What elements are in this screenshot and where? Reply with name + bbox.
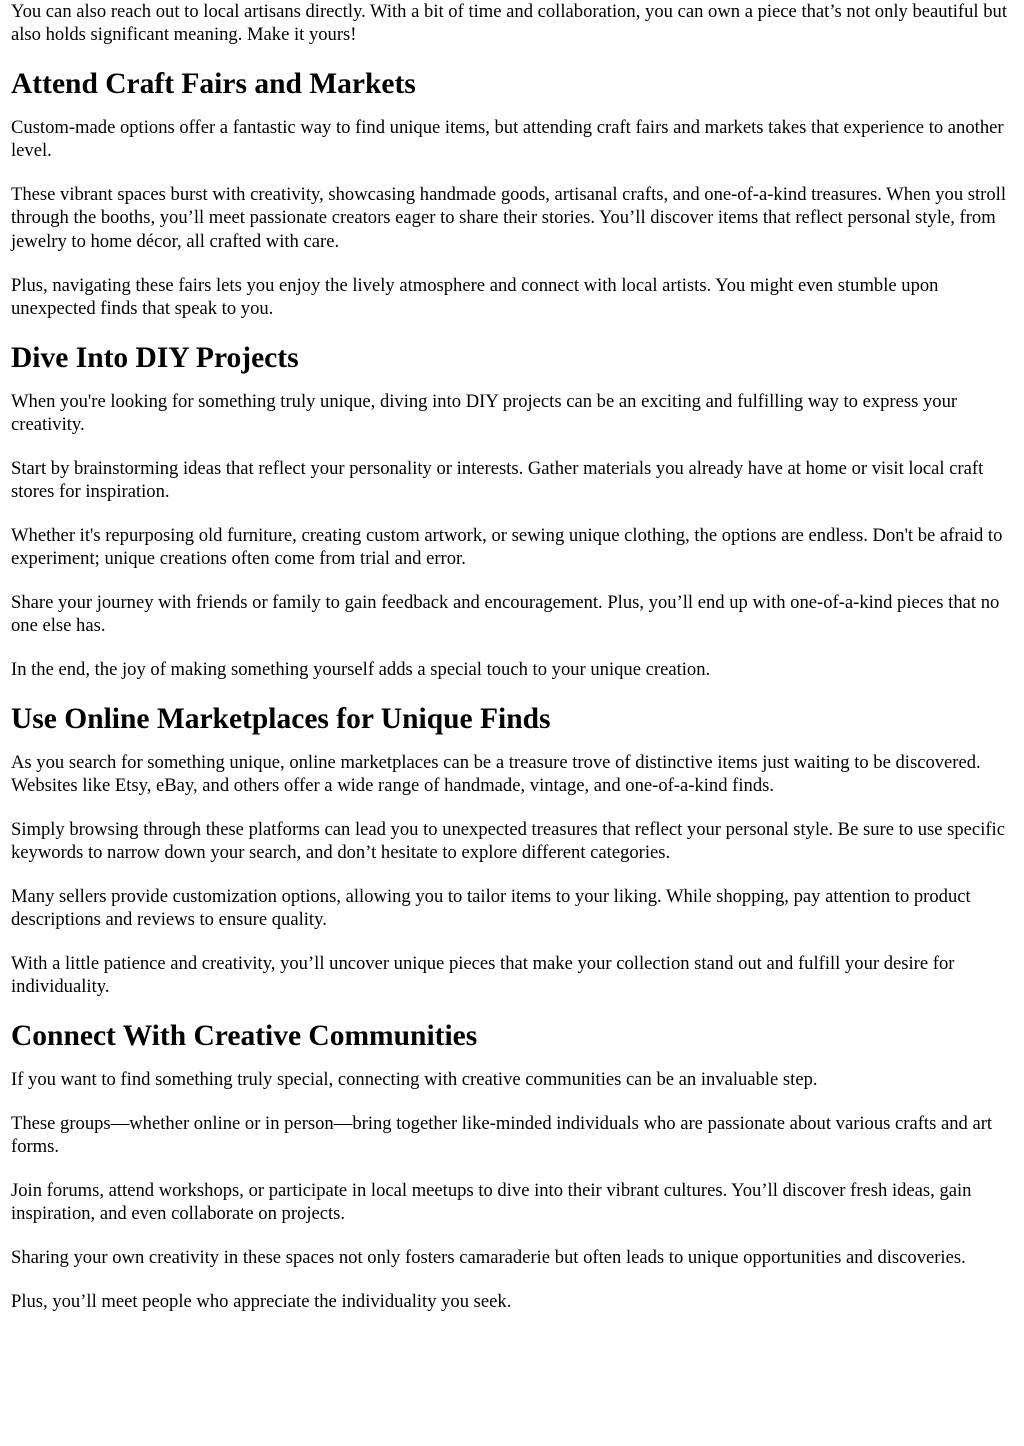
paragraph: Many sellers provide customization options, allowing you to tailor items to your liking. While shopping, pay attention to product descriptions and reviews to ensure quality.	[11, 886, 971, 931]
section-heading: Attend Craft Fairs and Markets	[11, 68, 416, 101]
section-online-marketplaces	[11, 702, 1014, 999]
paragraph: Plus, you’ll meet people who appreciate the individuality you seek.	[11, 1291, 512, 1312]
paragraph: Plus, navigating these fairs lets you enjoy the lively atmosphere and connect with local artists. You might even stumble upon unexpected finds that speak to you.	[11, 274, 939, 319]
paragraph: In the end, the joy of making something yourself adds a special touch to your unique creation.	[11, 659, 711, 681]
paragraph: When you're looking for something truly unique, diving into DIY projects can be an exciting and fulfilling way to express your creativity.	[11, 390, 958, 435]
paragraph: Whether it's repurposing old furniture, creating custom artwork, or sewing unique clothing, the options are endless. Don't be afraid to experiment; unique creations often come from trial and error.	[11, 524, 1003, 570]
paragraph: Sharing your own creativity in these spaces not only fosters camaraderie but often leads to unique opportunities and discoveries.	[11, 1247, 966, 1269]
section-diy-projects	[11, 341, 1014, 682]
paragraph: Simply browsing through these platforms can lead you to unexpected treasures that reflect your personal style. Be sure to use specific keywords to narrow down your search, and don’t hesitate to explore different categories.	[11, 818, 1005, 864]
paragraph: These vibrant spaces burst with creativity, showcasing handmade goods, artisanal crafts, and one-of-a-kind treasures. When you stroll through the booths, you’ll meet passionate creators eager to share their stories. You’ll discover items that reflect personal style, from jewelry to home décor, all crafted with care.	[11, 184, 1006, 252]
paragraph: These groups—whether online or in person—bring together like-minded individuals who are passionate about various crafts and art forms.	[11, 1113, 993, 1158]
paragraph: Custom-made options offer a fantastic way to find unique items, but attending craft fairs and markets takes that experience to another level.	[11, 117, 1004, 162]
paragraph: As you search for something unique, online marketplaces can be a treasure trove of distinctive items just waiting to be discovered. Websites like Etsy, eBay, and others offer a wide range of handmade, vintage, and one-of-a-kind finds.	[11, 751, 981, 797]
paragraph: Start by brainstorming ideas that reflect your personality or interests. Gather materials you already have at home or visit local craft stores for inspiration.	[11, 457, 984, 503]
section-creative-communities	[11, 1019, 1014, 1313]
section-heading: Use Online Marketplaces for Unique Finds	[11, 702, 551, 735]
intro-paragraph: You can also reach out to local artisans directly. With a bit of time and collaboration, you can own a piece that’s not only beautiful but also holds significant meaning. Make it yours!	[11, 1, 1007, 46]
paragraph: If you want to find something truly special, connecting with creative communities can be an invaluable step.	[11, 1069, 818, 1091]
section-heading: Connect With Creative Communities	[11, 1020, 478, 1053]
paragraph: Join forums, attend workshops, or participate in local meetups to dive into their vibrant cultures. You’ll discover fresh ideas, gain inspiration, and even collaborate on projects.	[11, 1180, 972, 1225]
section-heading: Dive Into DIY Projects	[11, 341, 299, 374]
section-craft-fairs	[11, 67, 1014, 320]
paragraph: With a little patience and creativity, you’ll uncover unique pieces that make your collection stand out and fulfill your desire for individuality.	[11, 953, 955, 998]
paragraph: Share your journey with friends or family to gain feedback and encouragement. Plus, you’ll end up with one-of-a-kind pieces that no one else has.	[11, 591, 1000, 637]
